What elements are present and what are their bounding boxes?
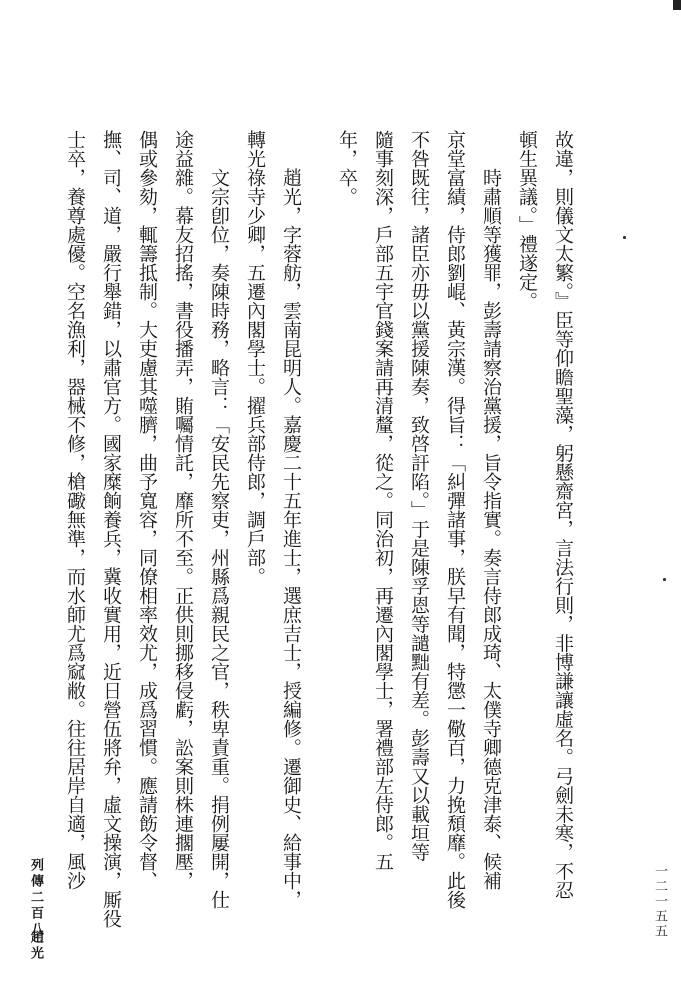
footer-name: 趙光 xyxy=(28,930,43,962)
page-number: 一二一五五 xyxy=(652,864,667,939)
text-column: 偶或參劾，輒籌抵制。大吏慮其噬臍，曲予寬容，同僚相率效尤，成爲習慣。應請飭令督、 xyxy=(136,130,158,890)
text-column: 轉光祿寺少卿，五遷內閣學士。擢兵部侍郎，調戶部。 xyxy=(244,130,266,586)
text-column: 不咎既往，諸臣亦毋以黨援陳奏，致啓訐陷。」于是陳孚恩等譴黜有差。彭壽又以載垣等 xyxy=(408,130,430,862)
text-column: 年，卒。 xyxy=(336,130,358,206)
text-column: 時肅順等獲罪，彭壽請察治黨援，旨令指實。奏言侍郎成琦、太僕寺卿德克津泰、候補 xyxy=(480,168,502,890)
text-column: 頓生異議。」禮遂定。 xyxy=(516,130,538,311)
scan-speck xyxy=(623,236,626,239)
text-column: 士卒，養尊處優。空名漁利，器械不修，槍礮無準，而水師尤爲窳敝。往往居岸自適，風沙 xyxy=(64,130,86,890)
page-corner-mark xyxy=(673,0,681,10)
text-column: 撫、司、道，嚴行舉錯，以肅官方。國家糜餉養兵，冀收實用，近日營伍將弁，虛文操演，厮役 xyxy=(100,130,122,928)
text-column: 文宗卽位，奏陳時務，略言：「安民先察吏，州縣爲親民之官，秩卑責重。捐例屢開，仕 xyxy=(208,168,230,909)
scan-speck xyxy=(663,578,666,581)
text-column: 趙光，字蓉舫，雲南昆明人。嘉慶二十五年進士，選庶吉士，授編修。遷御史、給事中， xyxy=(280,168,302,909)
text-column: 隨事刻深，戶部五宇官錢案請再清釐，從之。同治初，再遷內閣學士，署禮部左侍郎。五 xyxy=(372,130,394,871)
text-column: 故違，則儀文太繁。』臣等仰瞻聖藻，躬懸齋宮，言法行則，非博謙讓虛名。弓劍未寒，不忍 xyxy=(552,130,574,900)
footer-section: 列傳二百八 xyxy=(28,858,43,938)
text-column: 途益雜。幕友招搖，書役播弄，賄囑情託，靡所不至。正供則挪移侵虧，訟案則株連擱壓， xyxy=(172,130,194,890)
text-column: 京堂富績，侍郎劉崐、黃宗漢。得旨：「糾彈諸事，朕早有聞，特懲一儆百，力挽頹靡。此後 xyxy=(444,130,466,909)
